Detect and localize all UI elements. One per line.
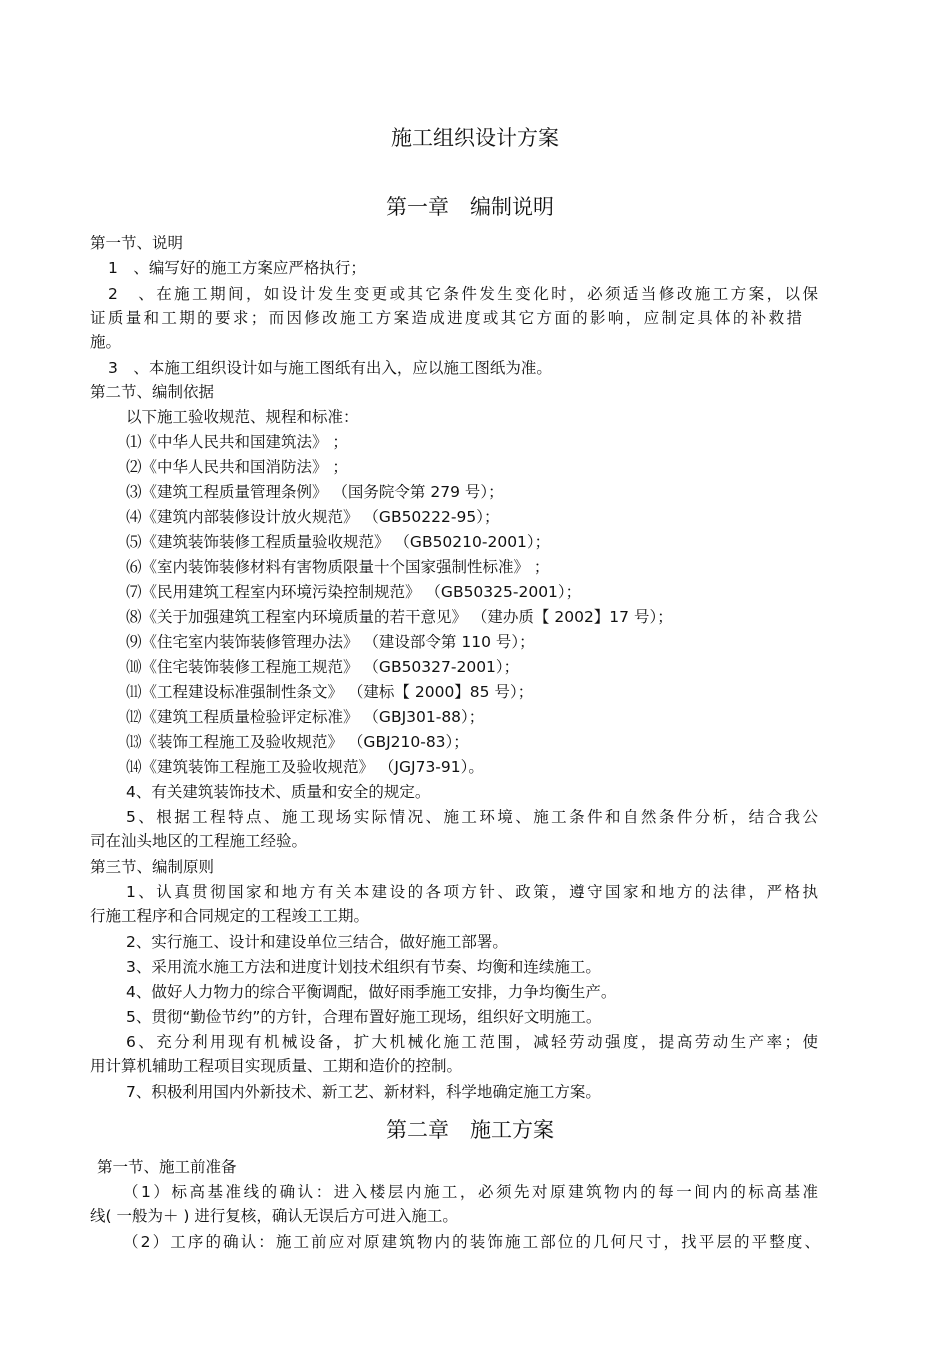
prep-1-line-2: 线( 一般为＋ ) 进行复核，确认无误后方可进入施工。 <box>90 1207 458 1225</box>
section-2-heading: 第二节、编制依据 <box>90 383 215 401</box>
reference-item: ⑵《中华人民共和国消防法》 ； <box>126 458 348 476</box>
item-4: 4、有关建筑装饰技术、质量和安全的规定。 <box>126 783 431 801</box>
reference-item: ⑾《工程建设标准强制性条文》 （建标【 2000】85 号）； <box>126 683 534 701</box>
reference-item: ⑸《建筑装饰装修工程质量验收规范》 （GB50210-2001）； <box>126 533 551 551</box>
reference-item: ⑴《中华人民共和国建筑法》 ； <box>126 433 348 451</box>
reference-item: ⑹《室内装饰装修材料有害物质限量十个国家强制性标准》 ； <box>126 558 550 576</box>
section-2-intro: 以下施工验收规范、规程和标准： <box>126 408 359 426</box>
item-2-line-2: 证质量和工期的要求；而因修改施工方案造成进度或其它方面的影响，应制定具体的补救措 <box>90 309 802 327</box>
chapter-2-heading: 第二章 施工方案 <box>386 1118 554 1142</box>
reference-item: ⒀《装饰工程施工及验收规范》 （GBJ210-83）； <box>126 733 469 751</box>
reference-item: ⑻《关于加强建筑工程室内环境质量的若干意见》 （建办质【 2002】17 号）； <box>126 608 673 626</box>
document-title: 施工组织设计方案 <box>391 126 559 150</box>
principle-2: 2、实行施工、设计和建设单位三结合，做好施工部署。 <box>126 933 508 951</box>
ch2-section-1-heading: 第一节、施工前准备 <box>97 1158 237 1176</box>
principle-5: 5、贯彻“勤俭节约”的方针，合理布置好施工现场，组织好文明施工。 <box>126 1008 602 1026</box>
principle-4: 4、做好人力物力的综合平衡调配，做好雨季施工安排，力争均衡生产。 <box>126 983 617 1001</box>
section-1-heading: 第一节、说明 <box>90 234 184 252</box>
principle-1-line-2: 行施工程序和合同规定的工程竣工工期。 <box>90 907 370 925</box>
chapter-1-heading: 第一章 编制说明 <box>386 195 554 219</box>
item-1: 1 、编写好的施工方案应严格执行； <box>108 259 366 277</box>
item-5-line-1: 5、根据工程特点、施工现场实际情况、施工环境、施工条件和自然条件分析，结合我公 <box>126 808 818 826</box>
reference-item: ⑼《住宅室内装饰装修管理办法》 （建设部令第 110 号）； <box>126 633 535 651</box>
principle-6-line-2: 用计算机辅助工程项目实现质量、工期和造价的控制。 <box>90 1057 463 1075</box>
principle-6-line-1: 6、充分利用现有机械设备，扩大机械化施工范围，减轻劳动强度，提高劳动生产率；使 <box>126 1033 818 1051</box>
reference-item: ⒁《建筑装饰工程施工及验收规范》 （JGJ73-91）。 <box>126 758 484 776</box>
prep-2-line-1: （2）工序的确认：施工前应对原建筑物内的装饰施工部位的几何尺寸，找平层的平整度、 <box>123 1233 820 1251</box>
section-3-heading: 第三节、编制原则 <box>90 858 215 876</box>
principle-7: 7、积极利用国内外新技术、新工艺、新材料，科学地确定施工方案。 <box>126 1083 601 1101</box>
prep-1-line-1: （1）标高基准线的确认：进入楼层内施工，必须先对原建筑物内的每一间内的标高基准 <box>123 1183 818 1201</box>
principle-1-line-1: 1、认真贯彻国家和地方有关本建设的各项方针、政策，遵守国家和地方的法律，严格执 <box>126 883 818 901</box>
reference-item: ⑽《住宅装饰装修工程施工规范》 （GB50327-2001）； <box>126 658 520 676</box>
item-3: 3 、本施工组织设计如与施工图纸有出入，应以施工图纸为准。 <box>108 359 552 377</box>
item-2-line-1: 2 、在施工期间，如设计发生变更或其它条件发生变化时，必须适当修改施工方案，以保 <box>108 285 818 303</box>
principle-3: 3、采用流水施工方法和进度计划技术组织有节奏、均衡和连续施工。 <box>126 958 601 976</box>
reference-item: ⑿《建筑工程质量检验评定标准》 （GBJ301-88）； <box>126 708 485 726</box>
item-5-line-2: 司在汕头地区的工程施工经验。 <box>90 832 308 850</box>
reference-item: ⑷《建筑内部装修设计放火规范》 （GB50222-95）； <box>126 508 500 526</box>
reference-item: ⑺《民用建筑工程室内环境污染控制规范》 （GB50325-2001）； <box>126 583 582 601</box>
item-2-line-3: 施。 <box>90 333 122 351</box>
reference-item: ⑶《建筑工程质量管理条例》 （国务院令第 279 号）； <box>126 483 504 501</box>
